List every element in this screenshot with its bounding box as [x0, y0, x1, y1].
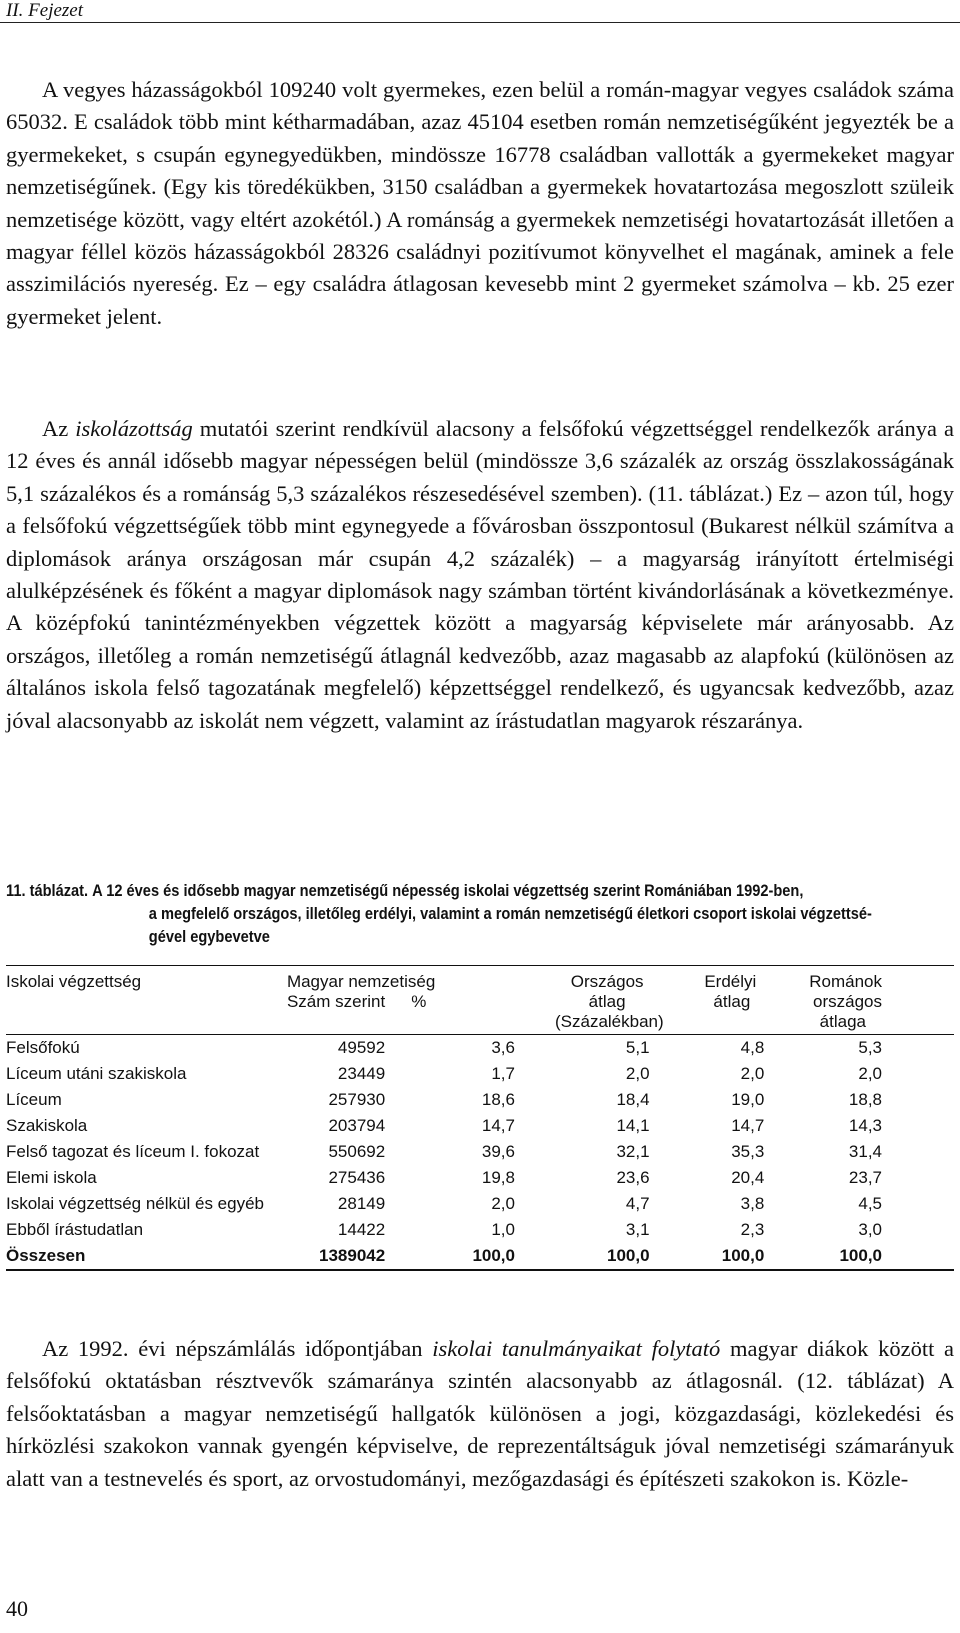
row-label: Felsőfokú — [6, 1038, 80, 1057]
row-label: Összesen — [6, 1243, 273, 1270]
paragraph-text — [6, 1333, 954, 1495]
row-transylvania: 3,8 — [740, 1194, 765, 1213]
row-label: Líceum utáni szakiskola — [6, 1064, 187, 1083]
row-romanians: 5,3 — [858, 1038, 882, 1057]
table-row — [6, 1139, 954, 1165]
row-romanians: 100,0 — [764, 1243, 954, 1270]
caption-line-3: gével egybevetve — [148, 927, 270, 946]
header-empty — [385, 1012, 515, 1035]
table-header-row — [6, 1012, 954, 1035]
row-romanians: 23,7 — [848, 1168, 882, 1187]
header-count: Szám szerint — [286, 992, 386, 1011]
table-row — [6, 1217, 954, 1243]
row-transylvania: 35,3 — [731, 1142, 765, 1161]
table-row — [6, 1243, 954, 1270]
emphasis-term: iskolázottság — [75, 416, 193, 441]
table-header-row — [6, 966, 954, 993]
row-percent: 1,0 — [491, 1220, 515, 1239]
paragraph-text-start: Az 1992. évi népszámlálás időpontjában — [42, 1336, 433, 1361]
header-romanians-3: átlaga — [764, 1012, 954, 1035]
row-label: Líceum — [6, 1090, 62, 1109]
row-transylvania: 4,8 — [740, 1038, 765, 1057]
paragraph-text — [6, 413, 954, 737]
row-percent: 19,8 — [481, 1168, 515, 1187]
row-count: 14422 — [337, 1220, 386, 1239]
row-national: 5,1 — [625, 1038, 650, 1057]
table-header-row — [6, 992, 954, 1012]
table-row — [6, 1113, 954, 1139]
row-percent: 2,0 — [491, 1194, 515, 1213]
education-table — [6, 965, 954, 1271]
row-romanians: 31,4 — [848, 1142, 882, 1161]
page-number: 40 — [6, 1596, 28, 1621]
caption-text-1: A 12 éves és idősebb magyar nemzetiségű népesség iskolai végzettség szerint Romániában 1992-ben, — [92, 881, 804, 900]
header-national-2: átlag — [588, 992, 626, 1011]
row-transylvania: 2,3 — [740, 1220, 765, 1239]
row-romanians: 18,8 — [848, 1090, 882, 1109]
row-count: 550692 — [328, 1142, 386, 1161]
row-count: 28149 — [337, 1194, 386, 1213]
row-national: 3,1 — [625, 1220, 650, 1239]
header-empty — [273, 1012, 385, 1035]
row-label: Szakiskola — [6, 1116, 88, 1135]
row-transylvania: 19,0 — [731, 1090, 765, 1109]
row-romanians: 4,5 — [858, 1194, 882, 1213]
row-label: Elemi iskola — [6, 1168, 97, 1187]
row-count: 203794 — [328, 1116, 386, 1135]
paragraph-education — [6, 413, 954, 737]
paragraph-text-rest: mutatói szerint rendkívül alacsony a felsőfokú végzettséggel rendelkezők aránya a 12 éves és annál idősebb magyar népességen belül (mindössze 3,6 százalék az ország összlakosságának 5,1 százalékos és a románság 5,3 százalékos részesedésével szemben). (11. táblázat.) Ez – azon túl, hogy a felsőfokú végzettségűek több mint egynegyede a fővárosban összpontosul (Bukarest nélkül számítva a diplomások aránya országosan már csupán 4,2 százalék) – a magyarság irányított értelmiségi alulképzésének és főként a magyar diplomások nagy számban történt kivándorlásának a következménye. A középfokú tanintézményekben végzettek között a magyarság képviselete már arányosabb. Az országos, illetőleg a román nemzetiségű átlagnál kedvezőbb, azaz magasabb az alapfokú (különösen az általános iskola felső tagozatának megfelelő) képzettséggel rendelkező, és ugyancsak kedvezőbb, azaz jóval alacsonyabb az iskolát nem végzett, valamint az írástudatlan magyarok részaránya. — [6, 416, 954, 733]
table-number: 11. táblázat. — [6, 881, 89, 900]
row-label: Iskolai végzettség nélkül és egyéb — [6, 1194, 264, 1213]
header-percent: % — [411, 992, 427, 1011]
header-romanians-1: Románok — [764, 966, 954, 993]
header-rule — [0, 22, 960, 23]
row-count: 49592 — [337, 1038, 386, 1057]
row-label: Ebből írástudatlan — [6, 1220, 144, 1239]
caption-line-2: a megfelelő országos, illetőleg erdélyi, valamint a román nemzetiségű életkori csoport iskolai végzettsé- — [148, 904, 872, 923]
paragraph-text-start: Az — [42, 416, 76, 441]
header-national-1: Országos — [515, 966, 650, 993]
table-caption — [6, 879, 952, 948]
row-national: 14,1 — [616, 1116, 650, 1135]
table-row — [6, 1035, 954, 1062]
header-school: Iskolai végzettség — [6, 966, 273, 993]
header-romanians-2: országos — [813, 992, 882, 1011]
emphasis-term: iskolai tanulmányaikat folytató — [432, 1336, 721, 1361]
header-percentage-note: (Százalékban) — [515, 1012, 764, 1035]
row-national: 4,7 — [625, 1194, 650, 1213]
row-percent: 1,7 — [491, 1064, 515, 1083]
row-count: 275436 — [328, 1168, 386, 1187]
row-count: 257930 — [328, 1090, 386, 1109]
table-row — [6, 1087, 954, 1113]
row-transylvania: 20,4 — [731, 1168, 765, 1187]
row-national: 23,6 — [616, 1168, 650, 1187]
row-romanians: 3,0 — [858, 1220, 882, 1239]
row-percent: 18,6 — [481, 1090, 515, 1109]
row-transylvania: 2,0 — [740, 1064, 765, 1083]
row-national: 32,1 — [616, 1142, 650, 1161]
row-percent: 39,6 — [481, 1142, 515, 1161]
row-transylvania: 100,0 — [650, 1243, 765, 1270]
header-empty — [6, 992, 273, 1012]
header-empty — [6, 1012, 273, 1035]
row-count: 1389042 — [273, 1243, 385, 1270]
row-national: 18,4 — [616, 1090, 650, 1109]
row-national: 100,0 — [515, 1243, 650, 1270]
row-national: 2,0 — [625, 1064, 650, 1083]
row-romanians: 14,3 — [848, 1116, 882, 1135]
table-row — [6, 1191, 954, 1217]
paragraph-text-rest: magyar diákok között a felsőfokú oktatásban résztvevők számaránya szintén alacsonyabb az átlagosnál. (12. táblázat) A felsőoktatásban a magyar nemzetiségű hallgatók különösen a jogi, közgazdasági, közlekedési és hírközlési szakokon vannak gyengén képviselve, de reprezentáltságuk jóval nemzetiségi számarányuk alatt van a testnevelés és sport, az orvostudományi, mezőgazdasági és építészeti szakokon is. Közle- — [6, 1336, 954, 1491]
paragraph-students — [6, 1333, 954, 1495]
row-label: Felső tagozat és líceum I. fokozat — [6, 1142, 260, 1161]
header-transylvania-1: Erdélyi — [650, 966, 765, 993]
running-header: II. Fejezet — [6, 0, 84, 21]
table-row — [6, 1165, 954, 1191]
row-transylvania: 14,7 — [731, 1116, 765, 1135]
row-romanians: 2,0 — [858, 1064, 882, 1083]
row-percent: 100,0 — [385, 1243, 515, 1270]
header-transylvania-2: átlag — [713, 992, 751, 1011]
paragraph-text: A vegyes házasságokból 109240 volt gyermekes, ezen belül a román-magyar vegyes családok száma 65032. E családok több mint kétharmadában, azaz 45104 esetben román nemzetiségűként jegyezték be a gyermekeket, s csupán egynegyedükben, mindössze 16778 családban vallották a gyermekeket magyar nemzetiségűnek. (Egy kis töredékükben, 3150 családban a gyermekek hovatartozása megoszlott szüleik nemzetisége között, vagy eltért azokétól.) A románság a gyermekek nemzetiségi hovatartozását illetően a magyar féllel közös házasságokból 28326 családnyi pozitívumot könyvelhet el magának, aminek a fele asszimilációs nyereség. Ez – egy családra átlagosan kevesebb mint 2 gyermeket számolva – kb. 25 ezer gyermeket jelent. — [6, 77, 954, 329]
header-hungarian: Magyar nemzetiség — [273, 966, 515, 993]
caption-line-1 — [6, 879, 952, 902]
row-percent: 3,6 — [491, 1038, 515, 1057]
row-count: 23449 — [337, 1064, 386, 1083]
table-row — [6, 1061, 954, 1087]
table-body — [6, 1035, 954, 1271]
paragraph-mixed-marriages — [6, 74, 954, 333]
row-percent: 14,7 — [481, 1116, 515, 1135]
